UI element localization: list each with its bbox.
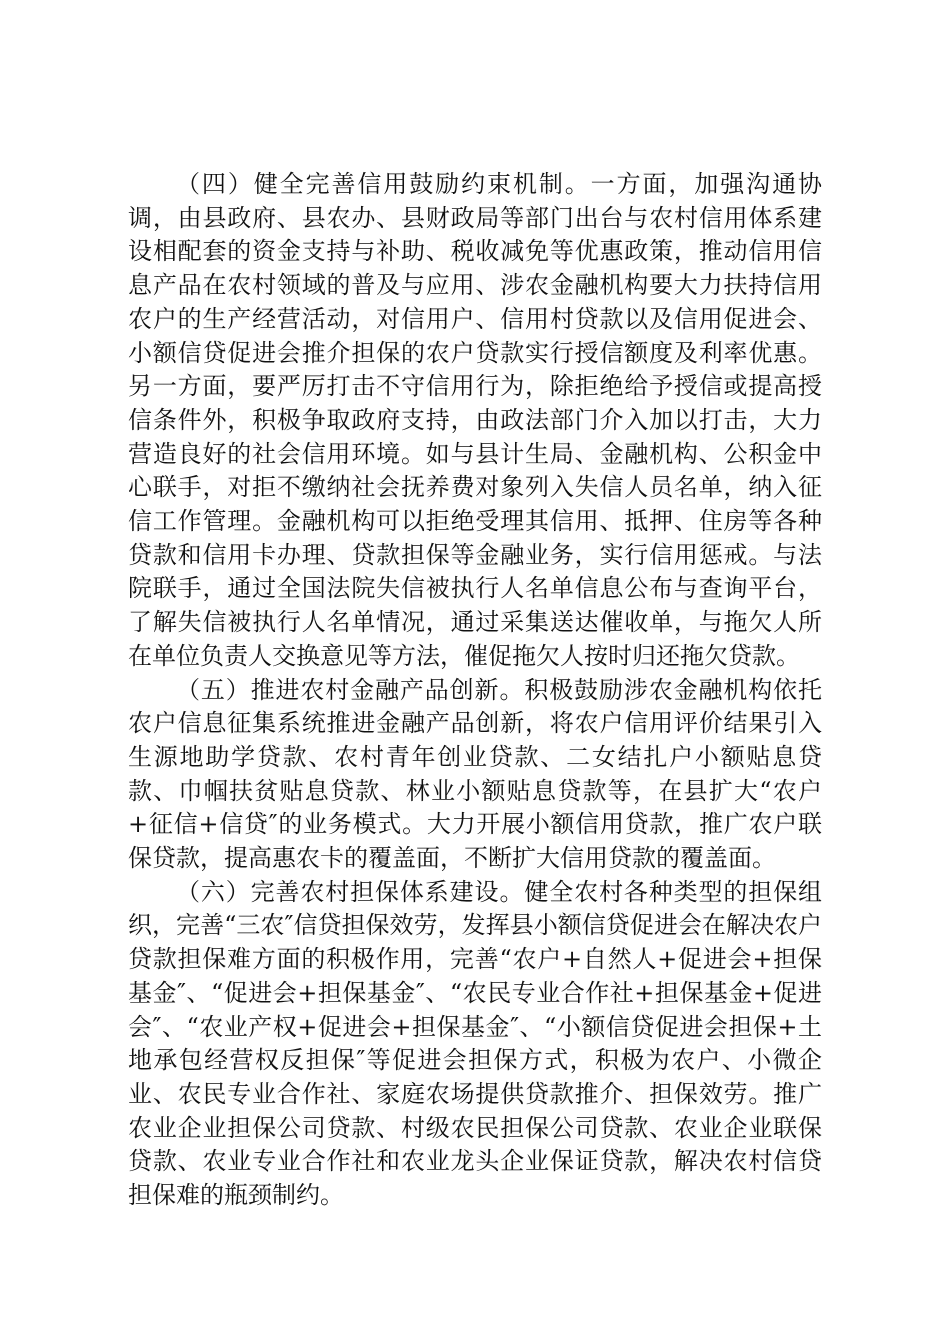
paragraph-credit-incentive-mechanism: （四）健全完善信用鼓励约束机制。一方面，加强沟通协调，由县政府、县农办、县财政局等部门出台与农村信用体系建设相配套的资金支持与补助、税收减免等优惠政策，推动信用信息产品在农村领域的普及与应用、涉农金融机构要大力扶持信用农户的生产经营活动，对信用户、信用村贷款以及信用促进会、小额信贷促进会推介担保的农户贷款实行授信额度及利率优惠。另一方面，要严厉打击不守信用行为，除拒绝给予授信或提高授信条件外，积极争取政府支持，由政法部门介入加以打击，大力营造良好的社会信用环境。如与县计生局、金融机构、公积金中心联手，对拒不缴纳社会抚养费对象列入失信人员名单，纳入征信工作管理。金融机构可以拒绝受理其信用、抵押、住房等各种贷款和信用卡办理、贷款担保等金融业务，实行信用惩戒。与法院联手，通过全国法院失信被执行人名单信息公布与查询平台，了解失信被执行人名单情况，通过采集送达催收单，与拖欠人所在单位负责人交换意见等方法，催促拖欠人按时归还拖欠贷款。: [128, 170, 822, 670]
document-body: [128, 168, 822, 1213]
paragraph-financial-product-innovation: （五）推进农村金融产品创新。积极鼓励涉农金融机构依托农户信息征集系统推进金融产品创新，将农户信用评价结果引入生源地助学贷款、农村青年创业贷款、二女结扎户小额贴息贷款、巾帼扶贫贴息贷款、林业小额贴息贷款等，在县扩大“农户+征信+信贷″的业务模式。大力开展小额信用贷款，推广农户联保贷款，提高惠农卡的覆盖面，不断扩大信用贷款的覆盖面。: [128, 675, 822, 873]
paragraph-guarantee-system: （六）完善农村担保体系建设。健全农村各种类型的担保组织，完善“三农″信贷担保效劳，发挥县小额信贷促进会在解决农户贷款担保难方面的积极作用，完善“农户+自然人+促进会+担保基金″、“促进会+担保基金″、“农民专业合作社+担保基金+促进会″、“农业产权+促进会+担保基金″、“小额信贷促进会担保+土地承包经营权反担保″等促进会担保方式，积极为农户、小微企业、农民专业合作社、家庭农场提供贷款推介、担保效劳。推广农业企业担保公司贷款、村级农民担保公司贷款、农业企业联保贷款、农业专业合作社和农业龙头企业保证贷款，解决农村信贷担保难的瓶颈制约。: [128, 877, 822, 1210]
